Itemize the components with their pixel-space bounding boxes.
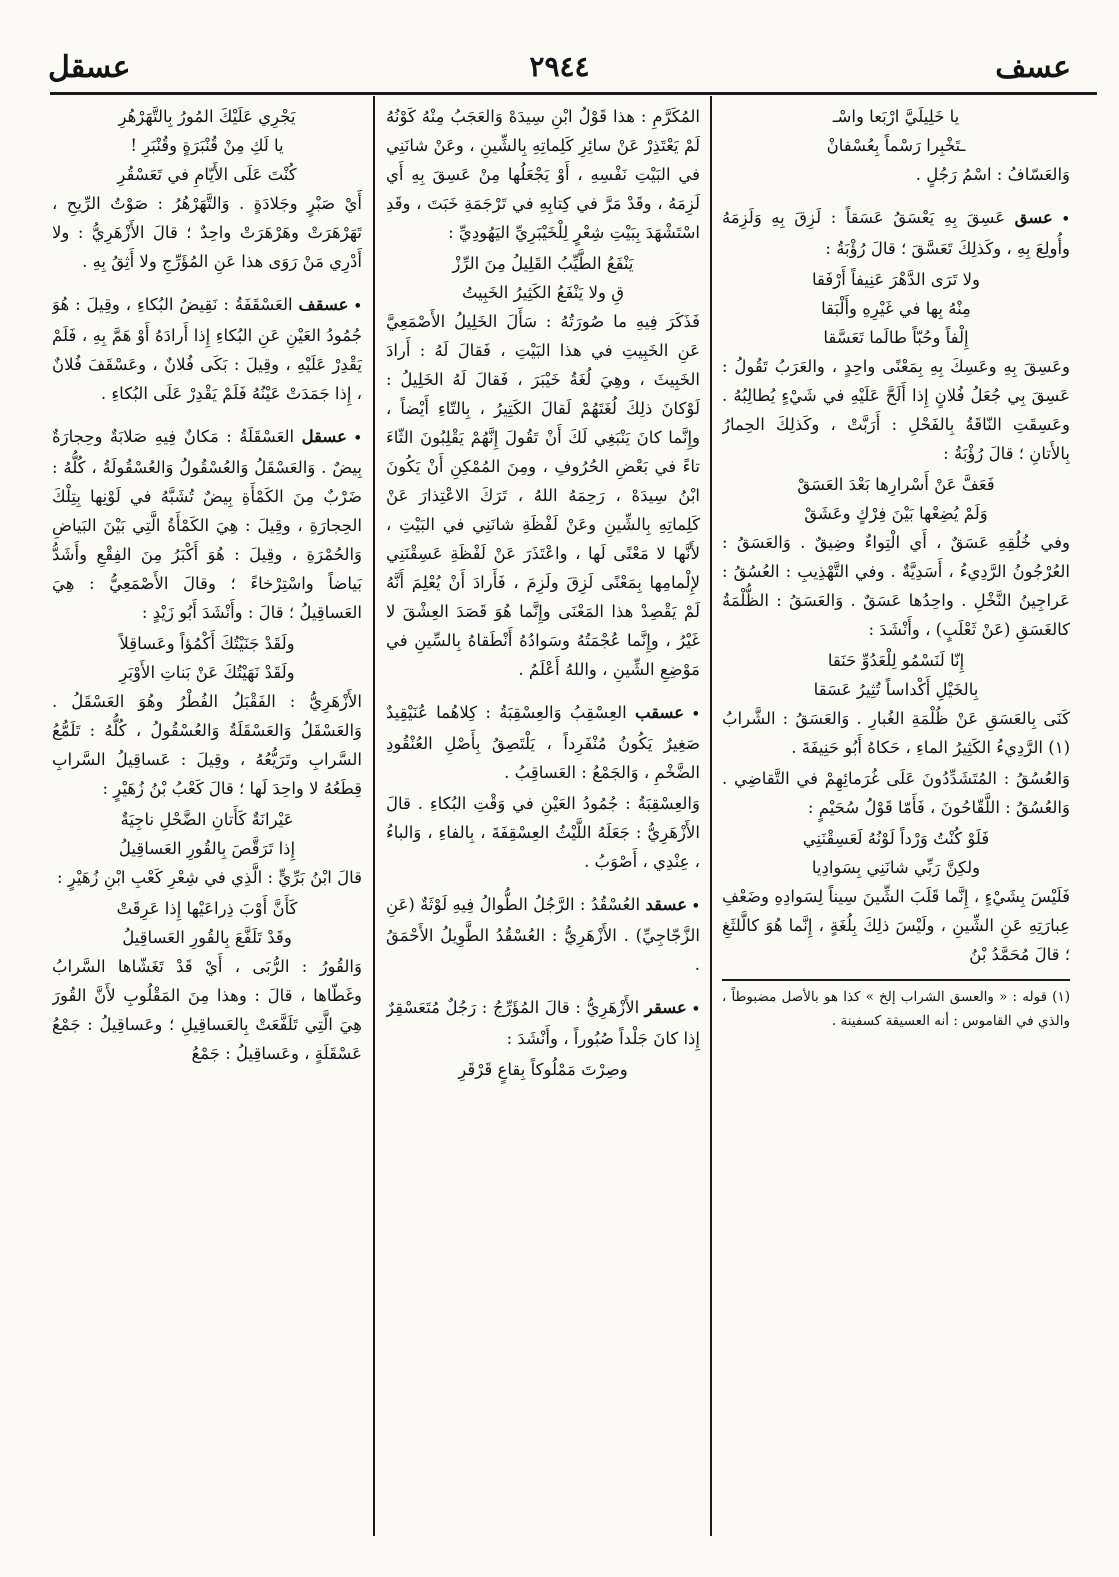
entry-headword: • عسقل [302,427,362,446]
verse-line: إِلْفاً وحُبّاً طالَما تَعَسَّقا [823,328,969,347]
verse-line: وقَدْ تَلَفَّعَ بِالقُورِ العَساقِيلُ [122,928,292,947]
verse-line: فَعَفَّ عَنْ أَسْرارِها بَعْدَ العَسَقْ [797,475,995,494]
column-left [52,102,362,1522]
entry-headword: • عسقر [645,998,700,1017]
paragraph: فَذَكَرَ فِيهِ ما صُورَتُهُ : سَأَلَ الخَلِيلُ الأَصْمَعِيَّ عَنِ الخَبِيتِ في هذا البَيْتِ ، فَقالَ لَهُ : أَرادَ الخَبِيثَ ، وهِيَ لُغَةُ خَيْبَرَ ، فَقالَ لَهُ الخَلِيلُ : لَوْكانَ ذلِكَ لُغَتَهُمْ لَقالَ الكَتِيرُ ، بِالتّاءِ أَيْضاً ، وإِنَّما كانَ يَنْبَغِي لَكَ أَنْ تَقُولَ إِنَّهُمْ يَقْلِبُونَ الثّاءَ تاءً في بَعْضِ الحُرُوفِ ، ومِنَ المُمْكِنِ أَنْ يَكُونَ ابْنُ سِيدَهْ ، رَحِمَهُ اللهُ ، تَرَكَ الاعْتِذارَ عَنْ كَلِماتِهِ بِالشِّينِ وعَنْ لَفْظَةِ شانَنِي في البَيْتِ ، لأَنَّها لا مَعْنًى لَها ، واعْتَذَرَ عَنْ لَفْظَةِ عَسِقْنَنِي لإِلْمامِها بِمَعْنًى لَزِقَ ولَزِمَ ، فَأَرادَ أَنْ يُعْلِمَ أَنَّهُ لَمْ يَقْصِدْ هذا المَعْنَى وإِنَّما هُوَ قَصَدَ العِشْقَ لا غَيْرُ ، وإِنَّما عُجْمَتُهُ وسَوادُهُ أَنْطَقاهُ بِالسِّينِ في مَوْضِعِ الشِّينِ ، واللهُ أَعْلَمُ . [386,312,700,679]
verse-line: بِالخَيْلِ أَكْداساً تُثِيرُ عَسَقا [813,680,979,699]
verse-line: وصِرْتَ مَمْلُوكاً بِقاعٍ قَرْقَرِ [458,1060,628,1079]
page-header [40,44,1079,90]
verse-line: قِ ولا يَنْفَعُ الكَثِيرُ الخَبِيتُ [461,283,625,302]
dictionary-entry [52,290,362,408]
verse-line: يا خَلِيلَيَّ ارْبَعا واسْـ [832,107,960,126]
verse-line: كُنْتَ عَلَى الأَيّامِ في تَعَسْقُرِ [117,165,297,184]
paragraph: المُكَرَّمِ : هذا قَوْلُ ابْنِ سِيدَهْ وَالعَجَبُ مِنْهُ كَوْنُهُ لَمْ يَعْتَذِرْ عَنْ سائِرِ كَلِماتِهِ بِالشِّينِ ، وعَنْ شانَنِي في البَيْتِ نَفْسِهِ ، أَوْ يَجْعَلُها مِنْ عَسِقَ بِهِ أَي لَزِمَهُ ، وقَدْ مَرَّ في كِتابِهِ في تَرْجَمَةِ خَبَتَ ، وقَدِ اسْتَشْهَدَ بِبَيْتِ شِعْرٍ لِلْخَيْبَرِيِّ اليَهُودِيِّ : [386,107,700,242]
verse-line: يا لَكِ مِنْ قُنْبَرَةٍ وقُنْبَرِ ! [130,136,284,155]
dictionary-entry [386,890,700,979]
footnote-rule [722,979,1070,981]
column-divider-left [373,96,375,1536]
dictionary-entry [386,993,700,1053]
verse-line: وَلَمْ يُضِعْها بَيْنَ فِرْكٍ وعَشَقْ [804,504,988,523]
verse-line: يَنْفَعُ الطَّيِّبُ القَلِيلُ مِنَ الرِّزْ [452,254,634,273]
paragraph: وَالعِسْقِبَةُ : جُمُودُ العَيْنِ في وَقْتِ البُكاءِ . قالَ الأَزْهَرِيُّ : جَعَلَهُ اللَّيْثُ العِسْقِفَةَ ، بِالفاءِ ، وَالباءُ ، عِنْدِي ، أَصْوَبُ . [386,794,700,871]
entry-text: العِسْقِبُ وَالعِسْقِبَةُ : كِلاهُما عُنَيْقِيدٌ صَغِيرٌ يَكُونُ مُنْفَرِداً ، يَلْتَصِقُ بِأَصْلِ العُنْقُودِ الضَّخْمِ ، وَالجَمْعُ : العَساقِبُ . [386,703,700,782]
verse-line: إِذا تَرَقَّصَ بِالقُورِ العَساقِيلُ [118,839,296,858]
entry-headword: • عسق [1015,208,1070,227]
footnote: (١) قوله : « والعسق الشراب إلخ » كذا هو بالأصل مضبوطاً ، والذي في القاموس : أنه العسيقة كسفينة . [722,989,1070,1029]
dictionary-entry [52,422,362,627]
dictionary-entry [722,203,1070,263]
paragraph: وَالعَسّافُ : اسْمُ رَجُلٍ . [915,165,1070,184]
paragraph: أَيْ صَبْرٍ وجَلادَةٍ . وَالتَّهَرْهُرُ : صَوْتُ الرِّيحِ ، تَهَرْهَرَتْ وهَرْهَرَتْ واحِدٌ ؛ قالَ الأَزْهَرِيُّ : ولا أَدْرِي مَنْ رَوَى هذا عَنِ المُؤَرِّجِ ولا أَثِقُ بِهِ . [52,194,362,271]
paragraph: وَالقُورُ : الرُّبَى ، أَيْ قَدْ تَغَشّاها السَّرابُ وغَطّاها ، قالَ : وهذا مِنَ المَقْلُوبِ لأَنَّ القُورَ هِيَ الَّتِي تَلَفَّعَتْ بِالعَساقِيلِ ؛ وعَساقِيلُ : جَمْعُ عَسْقَلَةٍ ، وعَساقِيلُ : جَمْعُ [52,957,362,1063]
verse-line: مِنْهُ بِها في غَيْرِهِ وأَلْبَقا [821,299,971,318]
paragraph: قالَ ابْنُ بَرِّيٍّ : الَّذِي في شِعْرِ كَعْبِ ابْنِ زُهَيْرٍ : [56,868,362,887]
paragraph: كَنَى بِالعَسَقِ عَنْ ظُلْمَةِ الغُبارِ . وَالعَسَقُ : الشَّرابُ (١) الرَّدِيءُ الكَثِيرُ الماءِ ، حَكاهُ أَبُو حَنِيفَةَ . [722,709,1070,757]
entry-headword: • عسقد [645,895,700,914]
verse-line: عَيْرانَةٌ كَأَتانِ الضَّحْلِ ناجِيَةٌ [120,810,294,829]
entry-text: العُسْقُدُ : الرَّجُلُ الطُّوالُ فِيهِ لَوْثَةٌ (عَنِ الزَّجّاجِيِّ) . الأَزْهَرِيُّ : العُسْقُدُ الطَّوِيلُ الأَحْمَقُ . [386,895,700,974]
verse-line: ولَقَدْ جَنَيْتُكَ أَكْمُؤاً وعَساقِلاً [119,634,295,653]
verse-line: كَأَنَّ أَوْبَ ذِراعَيْها إِذا عَرِقَتْ [116,899,298,918]
entry-text: عَسِقَ بِهِ يَعْسَقُ عَسَقاً : لَزِقَ بِهِ وَلَزِمَهُ وأُولِعَ بِهِ ، وكَذلِكَ تَعَسَّقَ ؛ قالَ رُؤْبَةُ : [722,208,1070,258]
entry-text: العَسْقَلَةُ : مَكانٌ فِيهِ صَلابَةٌ وحِجارَةٌ بِيضٌ . وَالعَسْقَلُ وَالعُسْقُولُ وَالعُسْقُولَةُ ، كُلُّهُ : ضَرْبٌ مِنَ الكَمْأَةِ بِيضٌ تُشَبَّهُ في لَوْنِها بِتِلْكَ الحِجارَةِ ، وقِيلَ : هِيَ الكَمْأَةُ الَّتِي بَيْنَ البَياضِ وَالحُمْرَةِ ، وقِيلَ : هُوَ أَكْبَرُ مِنَ الفِقْعِ وأَشَدُّ بَياضاً واسْتِرْخاءً ؛ وقالَ الأَصْمَعِيُّ : هِيَ العَساقِيلُ ؛ قالَ : وأَنْشَدَ أَبُو زَيْدٍ : [52,427,362,622]
verse-line: ولكِنَّ رَبِّي شانَنِي بِسَوادِيا [811,858,981,877]
paragraph: وَالعُسُقُ : المُتَشَدِّدُونَ عَلَى غُرَمائِهِمْ في التَّقاضِي . وَالعُسُقُ : اللَّقّاحُونَ ، فَأَمّا قَوْلُ سُحَيْمٍ : [722,769,1070,817]
entry-text: الأَزْهَرِيُّ : قالَ المُؤَرِّجُ : رَجُلٌ مُتَعَسْقِرٌ إِذا كانَ جَلْداً صُبُوراً ، وأَنْشَدَ : [386,998,700,1048]
column-right [722,102,1070,1522]
column-divider-right [710,96,712,1536]
dictionary-entry [386,698,700,787]
entry-headword: • عسقف [299,295,362,314]
verse-line: فَلَوْ كُنْتُ وَرْداً لَوْنُهُ لَعَسِقْنَنِي [802,829,990,848]
paragraph: الأَزْهَرِيُّ : الفَقْبَلُ الفُطْرُ وهُوَ العَسْقَلُ . وَالعَسْقَلُ وَالعَسْقَلَةُ وَالعُسْقُولُ ، كُلُّهُ : تَلَمُّعُ السَّرابِ وتَرَيُّعُهُ ، وقِيلَ : عَساقِيلُ السَّرابِ قِطَعُهُ لا واحِدَ لَها ؛ قالَ كَعْبُ بْنُ زُهَيْرٍ : [52,692,362,798]
page-number: ٢٩٤٤ [529,50,590,83]
header-first-root: عسف [995,50,1071,85]
entry-headword: • عسقب [635,703,700,722]
entry-text: العَسْقَفَةُ : نَقِيضُ البُكاءِ ، وقِيلَ : هُوَ جُمُودُ العَيْنِ عَنِ البُكاءِ إِذا أَرادَهُ أَوْ هَمَّ بِهِ ، فَلَمْ يَقْدِرْ عَلَيْهِ ، وقِيلَ : بَكَى فُلانٌ ، وعَسْقَفَ فُلانٌ ، إِذا جَمَدَتْ عَيْنُهُ فَلَمْ يَقْدِرْ عَلَى البُكاءِ . [52,295,362,403]
paragraph: فَلَيْسَ بِشَيْءٍ ، إِنَّما قَلَبَ الشِّينَ سِيناً لِسَوادِهِ وضَعْفِ عِبارَتِهِ عَنِ الشِّينِ ، ولَيْسَ ذلِكَ بِلُغَةٍ ، إِنَّما هُوَ كالَّلثَغِ ؛ قالَ مُحَمَّدُ بْنُ [722,887,1070,964]
paragraph: وعَسِقَ بِهِ وعَسِكَ بِهِ بِمَعْنًى واحِدٍ ، والعَرَبُ تَقُولُ : عَسِقَ بِي جُعَلُ فُلانٍ إِذا أَلَحَّ عَلَيْهِ في شَيْءٍ يُطالِبُهُ . وعَسِقَتِ النّاقَةُ بِالفَحْلِ : أَرَبَّتْ ، وكَذلِكَ الحِمارُ بِالأَتانِ ؛ قالَ رُؤْبَةُ : [722,357,1070,463]
verse-line: إِنّا لَنَسْمُو لِلْعَدُوِّ حَنَقا [827,651,965,670]
header-rule [50,92,1097,95]
verse-line: يَجْرِي عَلَيْكَ المُورُ بِالتَّهَرْهُرِ [118,107,296,126]
verse-line: ولا تَرَى الدَّهْرَ عَنِيفاً أَرْفَقا [811,270,981,289]
paragraph: وفي خُلُقِهِ عَسَقٌ ، أَي الْتِواءٌ وضِيقٌ . وَالعَسَقُ : العُرْجُونُ الرَّدِيءُ ، أَسَدِيَّةٌ . وفي التَّهْذِيبِ : العُسُقُ : عَراجِينُ النَّخْلِ . واحِدُها عَسَقٌ . وَالعَسَقُ : الظُّلْمَةُ كالغَسَقِ (عَنْ ثَعْلَبٍ) ، وأَنْشَدَ : [722,533,1070,639]
verse-line: ولَقَدْ نَهَيْتُكَ عَنْ بَناتِ الأَوْبَرِ [119,663,295,682]
column-middle [386,102,700,1522]
header-last-root: عسقل [48,50,131,85]
verse-line: ـتَخْبِرا رَسْماً بِعُسْفانْ [826,136,966,155]
